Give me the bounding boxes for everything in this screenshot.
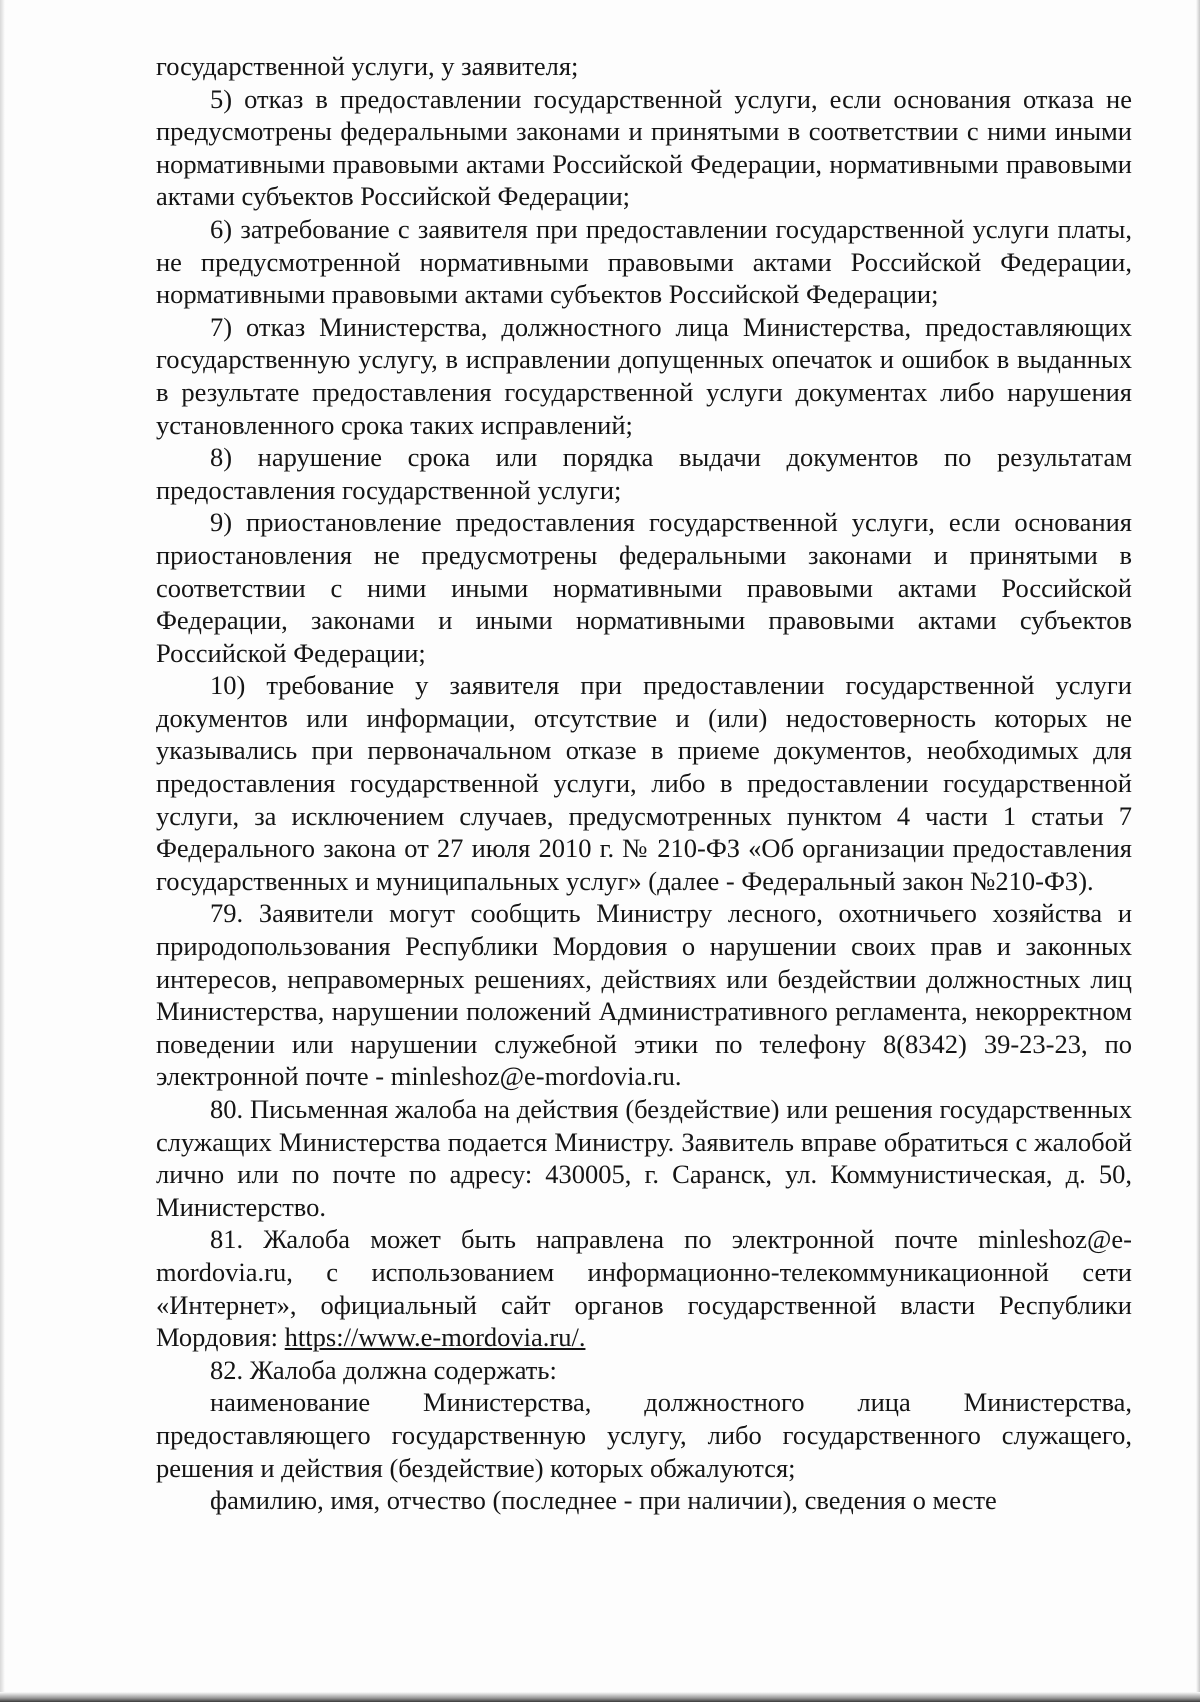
paragraph-item-7: 7) отказ Министерства, должностного лица Министерства, предоставляющих государственную услугу, в исправлении допущенных опечаток и ошибок в выданных в результате предоставления государственной услуги документах либо нарушения установленного срока таких исправлений; (156, 311, 1132, 440)
paragraph-82: 82. Жалоба должна содержать: (210, 1354, 557, 1385)
paragraph-item-8: 8) нарушение срока или порядка выдачи документов по результатам предоставления государственной услуги; (156, 442, 1132, 505)
paragraph-82-item-name: наименование Министерства, должностного лица Министерства, предоставляющего государственную услугу, либо государственного служащего, решения и действия (бездействие) которых обжалуются; (156, 1387, 1132, 1483)
paragraph-79: 79. Заявители могут сообщить Министру лесного, охотничьего хозяйства и природопользования Республики Мордовия о нарушении своих прав и законных интересов, неправомерных решениях, действиях или бездействии должностных лиц Министерства, нарушении положений Административного регламента, некорректном поведении или нарушении служебной этики по телефону 8(8342) 39-23-23, по электронной почте - minleshoz@e-mordovia.ru. (156, 898, 1132, 1092)
paragraph-item-5: 5) отказ в предоставлении государственной услуги, если основания отказа не предусмотрены федеральными законами и принятыми в соответствии с ними иными нормативными правовыми актами Российской Федерации, нормативными правовыми актами субъектов Российской Федерации; (156, 83, 1132, 212)
scan-left-edge (0, 0, 5, 1702)
paragraph-item-9: 9) приостановление предоставления государственной услуги, если основания приостановления не предусмотрены федеральными законами и принятыми в соответствии с ними иными нормативными правовыми актами Российской Федерации, законами и иными нормативными правовыми актами субъектов Российской Федерации; (156, 507, 1132, 668)
paragraph-80: 80. Письменная жалоба на действия (бездействие) или решения государственных служащих Министерства подается Министру. Заявитель вправе обратиться с жалобой лично или по почте по адресу: 430005, г. Саранск, ул. Коммунистическая, д. 50, Министерство. (156, 1094, 1132, 1222)
paragraph-81-text: 81. Жалоба может быть направлена по электронной почте minleshoz@e-mordovia.ru, с использованием информационно-телекоммуникационной сети «Интернет», официальный сайт органов государственной власти Республики Мордовия: (156, 1224, 1132, 1353)
paragraph-82-item-fio: фамилию, имя, отчество (последнее - при наличии), сведения о месте (210, 1485, 997, 1516)
scan-bottom-edge (0, 1692, 1200, 1702)
website-link[interactable]: https://www.e-mordovia.ru/. (284, 1322, 586, 1353)
paragraph-81 (156, 1223, 1132, 1353)
paragraph-item-10: 10) требование у заявителя при предоставлении государственной услуги документов или информации, отсутствие и (или) недостоверность которых не указывались при первоначальном отказе в приеме документов, необходимых для предоставления государственной услуги, либо в предоставлении государственной услуги, за исключением случаев, предусмотренных пунктом 4 части 1 статьи 7 Федерального закона от 27 июля 2010 г. № 210-ФЗ «Об организации предоставления государственных и муниципальных услуг» (далее - Федеральный закон №210-ФЗ). (156, 670, 1132, 896)
paragraph-item-6: 6) затребование с заявителя при предоставлении государственной услуги платы, не предусмотренной нормативными правовыми актами Российской Федерации, нормативными правовыми актами субъектов Российской Федерации; (156, 213, 1132, 310)
paragraph-continuation: государственной услуги, у заявителя; (156, 51, 579, 81)
scan-right-edge (1196, 0, 1200, 1702)
document-body (156, 50, 1132, 1517)
